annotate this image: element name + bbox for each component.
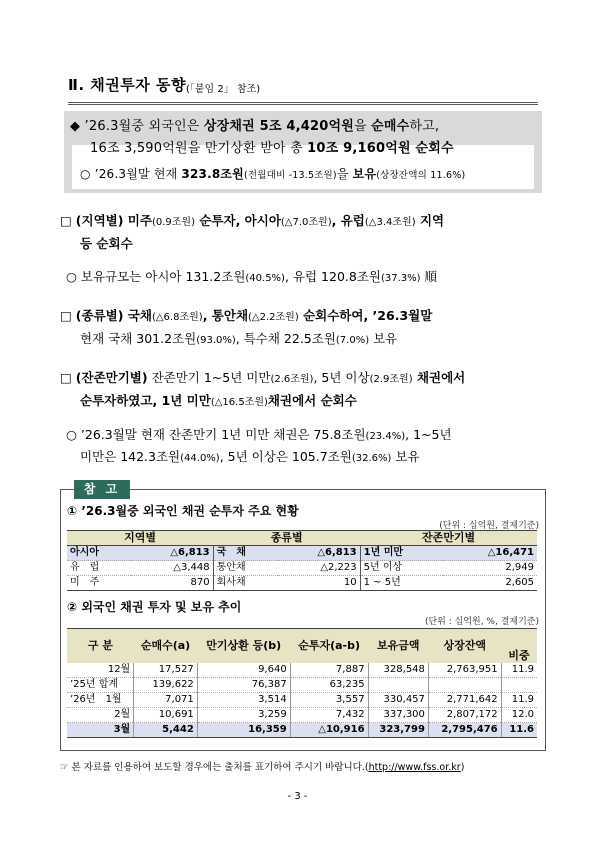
table-cell: 9,640 — [197, 663, 290, 678]
section-title-ref: (「붙임 2」 참조) — [185, 84, 261, 95]
type-line-2: 현재 국채 301.2조원(93.0%), 특수채 22.5조원(7.0%) 보유 — [80, 331, 398, 346]
table-cell: 2,771,642 — [428, 693, 501, 708]
table2-header: 순투자(a-b) — [290, 629, 368, 664]
table-cell: 2,949 — [443, 561, 537, 576]
table-cell: 2,807,172 — [428, 708, 501, 723]
table-cell: 2월 — [67, 708, 134, 723]
table-cell: △2,223 — [278, 561, 361, 576]
table-cell: 5,442 — [134, 723, 198, 738]
square-bullet-icon: □ — [60, 308, 72, 323]
table2 — [67, 628, 537, 738]
table2-header-row — [67, 629, 537, 664]
circle-bullet-icon: ○ — [66, 427, 77, 442]
table-cell: 17,527 — [134, 663, 198, 678]
type-line-1: □ (종류별) 국채(△6.8조원), 통안채(△2.2조원) 순회수하여, ’26.3월말 — [60, 308, 433, 323]
table-cell: 3월 — [67, 723, 134, 738]
page-number: - 3 - — [287, 791, 308, 802]
table-cell: ’26년 1월 — [67, 693, 134, 708]
table1-header: 잔존만기별 — [360, 531, 537, 546]
table-cell: 3,514 — [197, 693, 290, 708]
table-cell: 76,387 — [197, 678, 290, 693]
table-row — [67, 546, 537, 561]
table-cell: 5년 이상 — [360, 561, 443, 576]
table-row — [67, 678, 537, 693]
table1-header-row — [67, 531, 537, 546]
table-cell: 아시아 — [67, 546, 131, 561]
table-cell: 63,235 — [290, 678, 368, 693]
table-row — [67, 663, 537, 678]
table-cell: 16,359 — [197, 723, 290, 738]
table-cell: 2,795,476 — [428, 723, 501, 738]
table-cell: 1 ~ 5년 — [360, 576, 443, 591]
table-cell: 870 — [131, 576, 214, 591]
table2-title: ② 외국인 채권 투자 및 보유 추이 — [67, 600, 242, 614]
table1-header: 지역별 — [67, 531, 213, 546]
summary-line-1: ◆ ’26.3월중 외국인은 상장채권 5조 4,420억원을 순매수하고, — [70, 119, 440, 134]
table-cell: 11.6 — [501, 723, 537, 738]
table-cell: 12월 — [67, 663, 134, 678]
table-cell: 7,887 — [290, 663, 368, 678]
table-cell: 10 — [278, 576, 361, 591]
table-cell: 7,071 — [134, 693, 198, 708]
circle-bullet-icon: ○ — [66, 269, 77, 284]
table-cell: ’25년 합계 — [67, 678, 134, 693]
table-cell: 328,548 — [368, 663, 428, 678]
region-line-1: □ (지역별) 미주(0.9조원) 순투자, 아시아(△7.0조원), 유럽(△3.4조원) 지역 — [60, 213, 445, 228]
table-cell: 330,457 — [368, 693, 428, 708]
table-cell: 11.9 — [501, 693, 537, 708]
maturity-line-1: □ (잔존만기별) 잔존만기 1~5년 미만(2.6조원), 5년 이상(2.9조원) 채권에서 — [60, 370, 466, 385]
table-cell: 미 주 — [67, 576, 131, 591]
summary-sub-line: ○ ’26.3월말 현재 323.8조원(전월대비 -13.5조원)을 보유(상장잔액의 11.6%) — [80, 167, 466, 181]
table1 — [67, 530, 537, 591]
maturity-sub-line-2: 미만은 142.3조원(44.0%), 5년 이상은 105.7조원(32.6%) 보유 — [80, 449, 420, 464]
table-cell: 2,763,951 — [428, 663, 501, 678]
table-cell: △6,813 — [278, 546, 361, 561]
table2-header: 순매수(a) — [134, 629, 198, 664]
circle-bullet-icon: ○ — [80, 167, 91, 181]
table-cell: 323,799 — [368, 723, 428, 738]
table-cell: 3,259 — [197, 708, 290, 723]
diamond-bullet-icon: ◆ — [70, 119, 81, 134]
footnote: ☞ 본 자료를 인용하여 보도할 경우에는 출처를 표기하여 주시기 바랍니다.(http://www.fss.or.kr) — [60, 762, 465, 773]
table2-header: 보유금액 — [368, 629, 428, 664]
table2-header: 비중 — [501, 629, 537, 664]
square-bullet-icon: □ — [60, 213, 72, 228]
summary-line-2: 16조 3,590억원을 만기상환 받아 총 10조 9,160억원 순회수 — [90, 141, 454, 156]
table2-header: 구 분 — [67, 629, 134, 664]
section-title — [68, 74, 538, 105]
table-cell: 12.0 — [501, 708, 537, 723]
square-bullet-icon: □ — [60, 370, 72, 385]
table1-header: 종류별 — [213, 531, 360, 546]
table-cell: △10,916 — [290, 723, 368, 738]
table-cell: 139,622 — [134, 678, 198, 693]
table-cell: 통안채 — [213, 561, 278, 576]
table-row — [67, 723, 537, 738]
table-cell: △6,813 — [131, 546, 214, 561]
fss-link[interactable]: http://www.fss.or.kr — [368, 762, 461, 773]
table-cell: 11.9 — [501, 663, 537, 678]
table-cell: 2,605 — [443, 576, 537, 591]
table-row — [67, 693, 537, 708]
summary-box — [64, 111, 542, 193]
table-cell — [501, 678, 537, 693]
table-cell: 회사채 — [213, 576, 278, 591]
table-cell: △3,448 — [131, 561, 214, 576]
table-row — [67, 561, 537, 576]
table1-title: ① ’26.3월중 외국인 채권 순투자 주요 현황 — [67, 504, 299, 518]
table-cell — [428, 678, 501, 693]
table2-header: 만기상환 등(b) — [197, 629, 290, 664]
table-cell: 10,691 — [134, 708, 198, 723]
maturity-sub-line-1: ○ ’26.3월말 현재 잔존만기 1년 미만 채권은 75.8조원(23.4%), 1~5년 — [66, 427, 452, 442]
section-title-text: Ⅱ. 채권투자 동향 — [68, 76, 186, 94]
table-cell: 3,557 — [290, 693, 368, 708]
reference-tab: 참 고 — [74, 480, 130, 499]
table2-header: 상장잔액 — [428, 629, 501, 664]
table-row — [67, 576, 537, 591]
region-line-2: 등 순회수 — [80, 236, 133, 251]
region-sub-line: ○ 보유규모는 아시아 131.2조원(40.5%), 유럽 120.8조원(37.3%) 順 — [66, 269, 438, 284]
table2-unit: (단위 : 십억원, %, 결제기준) — [424, 617, 539, 627]
table1-unit: (단위 : 십억원, 결제기준) — [439, 521, 539, 531]
table-cell: 1년 미만 — [360, 546, 443, 561]
pointing-hand-icon: ☞ — [60, 762, 69, 773]
table-cell: 7,432 — [290, 708, 368, 723]
table-row — [67, 708, 537, 723]
reference-box — [60, 489, 546, 751]
table-cell — [368, 678, 428, 693]
maturity-line-2: 순투자하였고, 1년 미만(△16.5조원)채권에서 순회수 — [80, 393, 357, 408]
table-cell: 337,300 — [368, 708, 428, 723]
table-cell: 유 럽 — [67, 561, 131, 576]
table-cell: 국 채 — [213, 546, 278, 561]
table-cell: △16,471 — [443, 546, 537, 561]
